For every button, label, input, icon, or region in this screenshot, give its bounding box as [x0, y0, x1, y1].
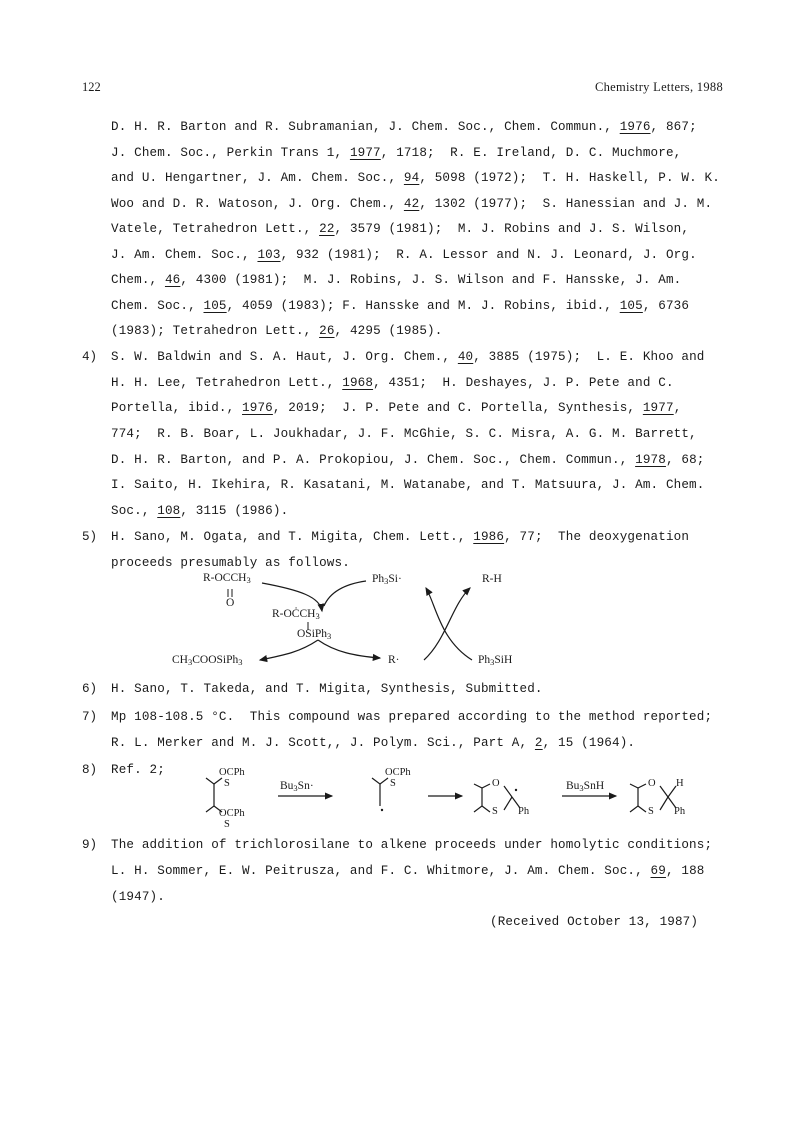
volume-number: 1976	[242, 401, 273, 415]
text-segment: J. Am. Chem. Soc.,	[111, 248, 258, 262]
text-segment: , 6736	[642, 299, 690, 313]
ref-number: 6)	[82, 682, 98, 696]
ref-number: 5)	[82, 530, 98, 544]
text-segment: , 5098 (1972); T. H. Haskell, P. W. K.	[419, 171, 720, 185]
scheme8-ph-4: Ph	[674, 806, 686, 817]
volume-number: 103	[257, 248, 281, 262]
page-number: 122	[82, 80, 101, 94]
text-segment: L. H. Sommer, E. W. Peitrusza, and F. C. Whitmore, J. Am. Chem. Soc.,	[111, 864, 651, 878]
text-segment: R. L. Merker and M. J. Scott,, J. Polym. Sci., Part A,	[111, 736, 535, 750]
scheme8-s-top: S	[224, 778, 230, 789]
text-segment: 774; R. B. Boar, L. Joukhadar, J. F. McGhie, S. C. Misra, A. G. M. Barrett,	[111, 427, 697, 441]
scheme-ester-oxygen: O	[226, 597, 235, 609]
scheme8-ocph-bottom: OCPh	[219, 808, 245, 819]
scheme-r-radical: R·	[388, 654, 400, 666]
text-segment: Ref. 2;	[111, 763, 165, 777]
volume-number: 46	[164, 273, 181, 287]
scheme-adduct-top: $R-OĊCH_3$	[272, 608, 320, 621]
volume-number: 69	[650, 864, 666, 878]
text-segment: (1983); Tetrahedron Lett.,	[111, 324, 320, 338]
text-segment: The addition of trichlorosilane to alkene proceeds under homolytic conditions;	[111, 838, 713, 852]
ref-number: 7)	[82, 710, 98, 724]
scheme8-o-3: O	[492, 778, 500, 789]
volume-number: 22	[319, 222, 335, 236]
text-segment: D. H. R. Barton and R. Subramanian, J. Chem. Soc., Chem. Commun.,	[111, 120, 620, 134]
text-segment: , 867;	[650, 120, 697, 134]
volume-number: 1976	[619, 120, 651, 134]
volume-number: 1977	[349, 146, 381, 160]
text-segment: , 77; The deoxygenation	[504, 530, 690, 544]
volume-number: 105	[619, 299, 643, 313]
volume-number: 40	[457, 350, 474, 364]
ref-number: 8)	[82, 763, 98, 777]
text-segment: Soc.,	[111, 504, 158, 518]
text-segment: D. H. R. Barton, and P. A. Prokopiou, J. Chem. Soc., Chem. Commun.,	[111, 453, 636, 467]
scheme8-ocph-2: OCPh	[385, 767, 411, 778]
scheme8-s-4: S	[648, 806, 654, 817]
scheme8-h-4: H	[676, 778, 684, 789]
text-segment: ,	[673, 401, 682, 415]
scheme-ph3si-radical: $Ph_3Si\cdot$	[372, 573, 402, 586]
volume-number: 108	[157, 504, 181, 518]
text-segment: , 932 (1981); R. A. Lessor and N. J. Leonard, J. Org.	[280, 248, 697, 262]
volume-number: 94	[403, 171, 420, 185]
scheme8-s-bottom: S	[224, 819, 230, 830]
text-segment: Mp 108-108.5 °C. This compound was prepared according to the method reported;	[111, 710, 713, 724]
text-segment: , 15 (1964).	[542, 736, 636, 750]
text-segment: Vatele, Tetrahedron Lett.,	[111, 222, 320, 236]
text-segment: , 188	[665, 864, 705, 878]
scheme8-reagent2: $Bu_3SnH$	[566, 780, 605, 793]
scheme-adduct-bottom: OSiPh$_3$	[297, 628, 332, 641]
text-segment: H. Sano, M. Ogata, and T. Migita, Chem. Lett.,	[111, 530, 474, 544]
scheme8-ocph-top: OCPh	[219, 767, 245, 778]
text-segment: H. H. Lee, Tetrahedron Lett.,	[111, 376, 343, 390]
scheme8-s-3: S	[492, 806, 498, 817]
volume-number: 42	[403, 197, 420, 211]
scheme-ph3sih: $Ph_3SiH$	[478, 654, 513, 667]
scheme-rh: R-H	[482, 573, 502, 585]
text-segment: Chem.,	[111, 273, 165, 287]
text-segment: , 4351; H. Deshayes, J. P. Pete and C.	[373, 376, 674, 390]
volume-number: 1986	[473, 530, 505, 544]
volume-number: 2	[534, 736, 543, 750]
volume-number: 26	[319, 324, 335, 338]
ref-number: 9)	[82, 838, 98, 852]
scheme8-o-4: O	[648, 778, 656, 789]
scheme8-reagent1: $Bu_3Sn\cdot$	[280, 780, 314, 793]
text-segment: , 4059 (1983); F. Hansske and M. J. Robins, ibid.,	[226, 299, 620, 313]
text-segment: , 3885 (1975); L. E. Khoo and	[473, 350, 705, 364]
text-segment: Woo and D. R. Watoson, J. Org. Chem.,	[111, 197, 404, 211]
scheme8-ph-3: Ph	[518, 806, 530, 817]
text-segment: J. Chem. Soc., Perkin Trans 1,	[111, 146, 350, 160]
volume-number: 105	[203, 299, 227, 313]
volume-number: 1977	[642, 401, 674, 415]
text-segment: S. W. Baldwin and S. A. Haut, J. Org. Chem.,	[111, 350, 458, 364]
text-segment: , 3115 (1986).	[180, 504, 289, 518]
text-segment: Chem. Soc.,	[111, 299, 204, 313]
text-segment: , 2019; J. P. Pete and C. Portella, Synthesis,	[272, 401, 643, 415]
scheme-acetate: $CH_3COOSiPh_3$	[172, 654, 243, 667]
text-segment: (1947).	[111, 890, 165, 904]
scheme8-s-2: S	[390, 778, 396, 789]
text-segment: proceeds presumably as follows.	[111, 556, 350, 570]
text-segment: , 1302 (1977); S. Hanessian and J. M.	[419, 197, 713, 211]
text-segment: , 68;	[665, 453, 705, 467]
text-segment: , 3579 (1981); M. J. Robins and J. S. Wilson,	[334, 222, 690, 236]
text-segment: (Received October 13, 1987)	[490, 915, 699, 929]
text-segment: , 4300 (1981); M. J. Robins, J. S. Wilson and F. Hansske, J. Am.	[180, 273, 682, 287]
text-segment: I. Saito, H. Ikehira, R. Kasatani, M. Watanabe, and T. Matsuura, J. Am. Chem.	[111, 478, 705, 492]
volume-number: 1978	[635, 453, 666, 467]
scheme-ester: $R-OCCH_3$	[203, 572, 251, 585]
text-segment: H. Sano, T. Takeda, and T. Migita, Synthesis, Submitted.	[111, 682, 543, 696]
volume-number: 1968	[342, 376, 374, 390]
text-segment: and U. Hengartner, J. Am. Chem. Soc.,	[111, 171, 404, 185]
journal-title: Chemistry Letters, 1988	[594, 80, 723, 94]
text-segment: , 1718; R. E. Ireland, D. C. Muchmore,	[380, 146, 682, 160]
ref-number: 4)	[82, 350, 98, 364]
text-segment: Portella, ibid.,	[111, 401, 243, 415]
text-segment: , 4295 (1985).	[334, 324, 443, 338]
